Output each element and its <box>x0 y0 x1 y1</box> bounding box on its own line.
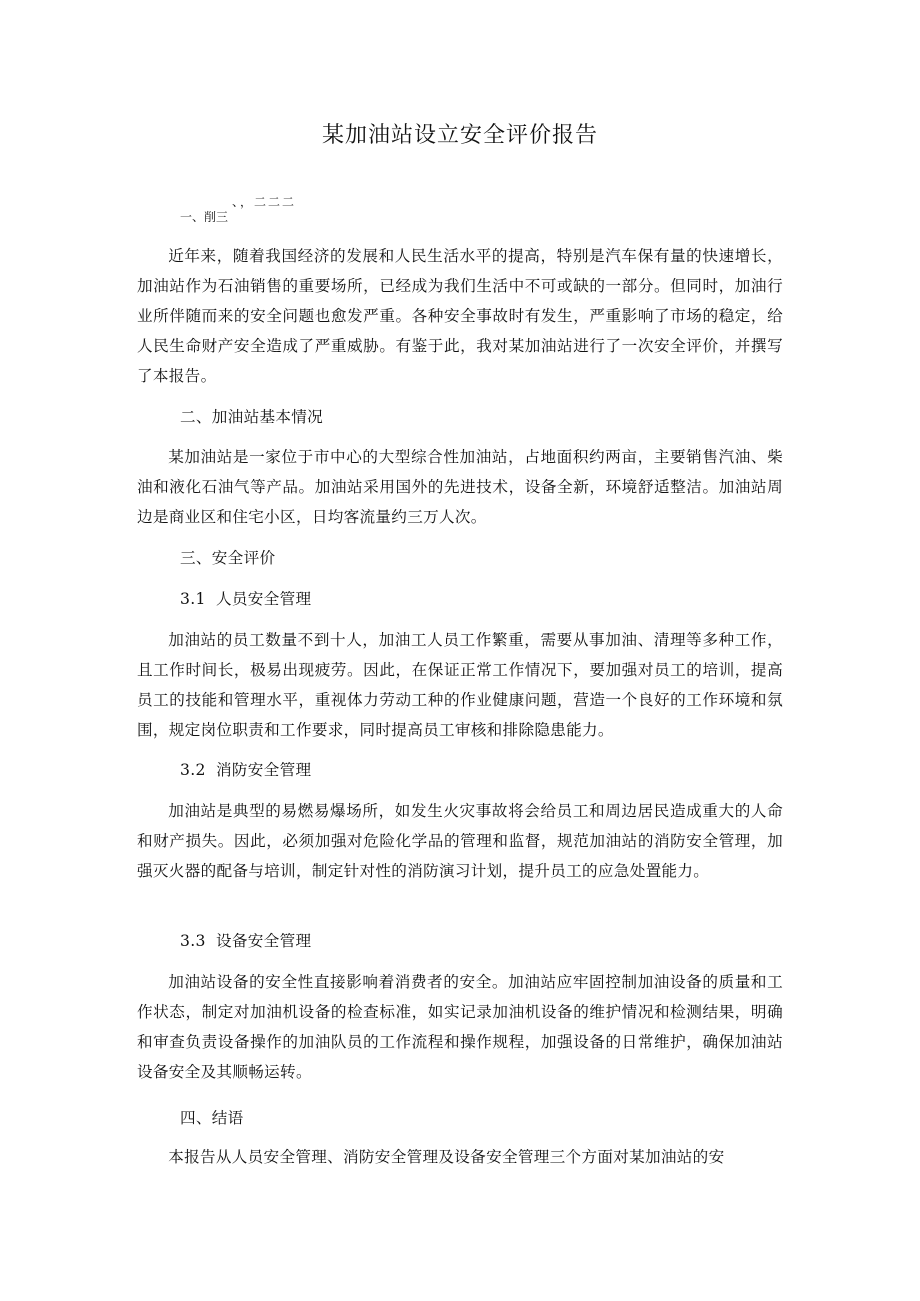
subsection-3-1-number: 3.1 <box>180 590 206 608</box>
subsection-3-2-paragraph: 加油站是典型的易燃易爆场所，如发生火灾事故将会给员工和周边居民造成重大的人命和财产损失。因此，必须加强对危险化学品的管理和监督，规范加油站的消防安全管理，加强灭火器的配备与培训，制定针对性的消防演习计划，提升员工的应急处置能力。 <box>137 802 783 880</box>
document-title: 某加油站设立安全评价报告 <box>321 123 598 148</box>
subsection-3-3-heading <box>180 926 780 956</box>
section-2-paragraph: 某加油站是一家位于市中心的大型综合性加油站，占地面积约两亩，主要销售汽油、柴油和液化石油气等产品。加油站采用国外的先进技术，设备全新，环境舒适整洁。加油站周边是商业区和住宅小区，日均客流量约三万人次。 <box>137 448 783 526</box>
conclusion-paragraph: 本报告从人员安全管理、消防安全管理及设备安全管理三个方面对某加油站的安 <box>168 1148 725 1166</box>
section-2-heading: 二、加油站基本情况 <box>180 408 324 426</box>
subsection-3-3-title: 设备安全管理 <box>216 932 312 950</box>
garbled-preface-heading <box>180 195 380 235</box>
subsection-3-3-paragraph: 加油站设备的安全性直接影响着消费者的安全。加油站应牢固控制加油设备的质量和工作状态，制定对加油机设备的检查标准，如实记录加油机设备的维护情况和检测结果，明确和审查负责设备操作的加油队员的工作流程和操作规程，加强设备的日常维护，确保加油站设备安全及其顺畅运转。 <box>137 973 783 1081</box>
garbled-text-line-2: 一、削三 <box>180 210 229 224</box>
subsection-3-1-paragraph: 加油站的员工数量不到十人，加油工人员工作繁重，需要从事加油、清理等多种工作，且工作时间长，极易出现疲劳。因此，在保证正常工作情况下，要加强对员工的培训，提高员工的技能和管理水平，重视体力劳动工种的作业健康问题，营造一个良好的工作环境和氛围，规定岗位职责和工作要求，同时提高员工审核和排除隐患能力。 <box>137 631 783 739</box>
subsection-3-2-heading <box>180 755 780 785</box>
section-3-heading: 三、安全评价 <box>180 549 276 567</box>
garbled-text-line-1: 、，二二二 <box>232 195 297 209</box>
subsection-3-1-heading <box>180 584 780 614</box>
subsection-3-1-title: 人员安全管理 <box>216 590 312 608</box>
subsection-3-2-number: 3.2 <box>180 761 206 779</box>
subsection-3-3-number: 3.3 <box>180 932 206 950</box>
section-4-heading: 四、结语 <box>180 1109 244 1127</box>
intro-paragraph: 近年来，随着我国经济的发展和人民生活水平的提高，特别是汽车保有量的快速增长，加油站作为石油销售的重要场所，已经成为我们生活中不可或缺的一部分。但同时，加油行业所伴随而来的安全问题也愈发严重。各种安全事故时有发生，严重影响了市场的稳定，给人民生命财产安全造成了严重威胁。有鉴于此，我对某加油站进行了一次安全评价，并撰写了本报告。 <box>137 247 783 385</box>
subsection-3-2-title: 消防安全管理 <box>216 761 312 779</box>
